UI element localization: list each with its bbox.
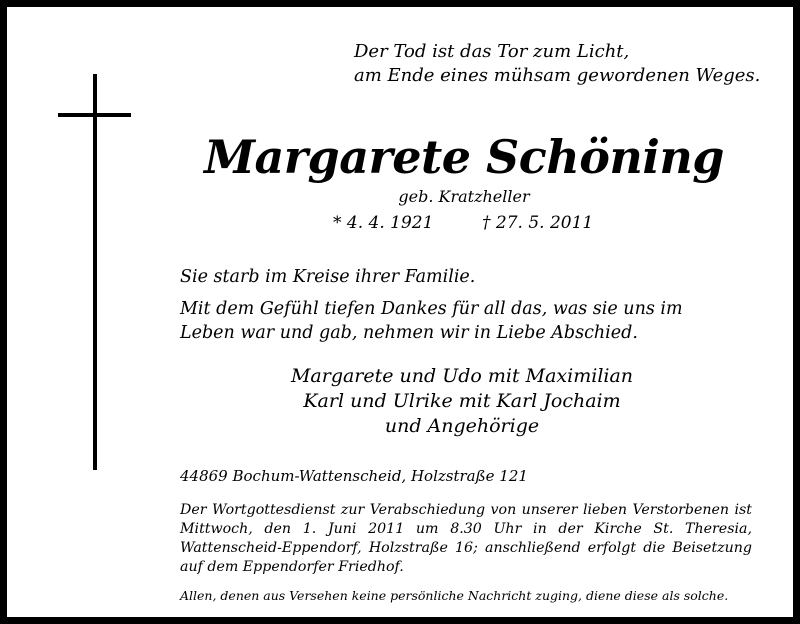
intro-line: Sie starb im Kreise ihrer Familie.	[180, 267, 476, 287]
intro-text	[180, 265, 740, 345]
birth-date: * 4. 4. 1921	[333, 213, 434, 233]
motto-line: Der Tod ist das Tor zum Licht,	[354, 41, 630, 62]
family-line: Karl und Ulrike mit Karl Jochaim	[303, 390, 621, 412]
deceased-name: Margarete Schöning	[204, 130, 724, 184]
family-line: und Angehörige	[384, 415, 540, 437]
cross-icon-bar	[58, 113, 131, 117]
address: 44869 Bochum-Wattenscheid, Holzstraße 121	[180, 467, 528, 485]
family-signature	[162, 364, 762, 439]
death-date: † 27. 5. 2011	[482, 213, 594, 233]
born-name: geb. Kratzheller	[398, 187, 530, 206]
motto	[354, 40, 760, 88]
service-notice: Der Wortgottesdienst zur Verabschiedung von unserer lieben Verstorbenen ist Mittwoch, den 1. Juni 2011 um 8.30 Uhr in der Kirche St. Theresia, Wattenscheid-Eppendorf, Holzstraße 16; anschließend erfolgt die Beisetzung auf dem Eppendorfer Friedhof.	[180, 502, 752, 575]
motto-line: am Ende eines mühsam gewordenen Weges.	[354, 65, 761, 86]
disclaimer: Allen, denen aus Versehen keine persönliche Nachricht zuging, diene diese als solche.	[180, 588, 729, 603]
intro-line: Mit dem Gefühl tiefen Dankes für all das, was sie uns im Leben war und gab, nehmen wir in Liebe Abschied.	[180, 299, 683, 343]
family-line: Margarete und Udo mit Maximilian	[290, 365, 634, 387]
